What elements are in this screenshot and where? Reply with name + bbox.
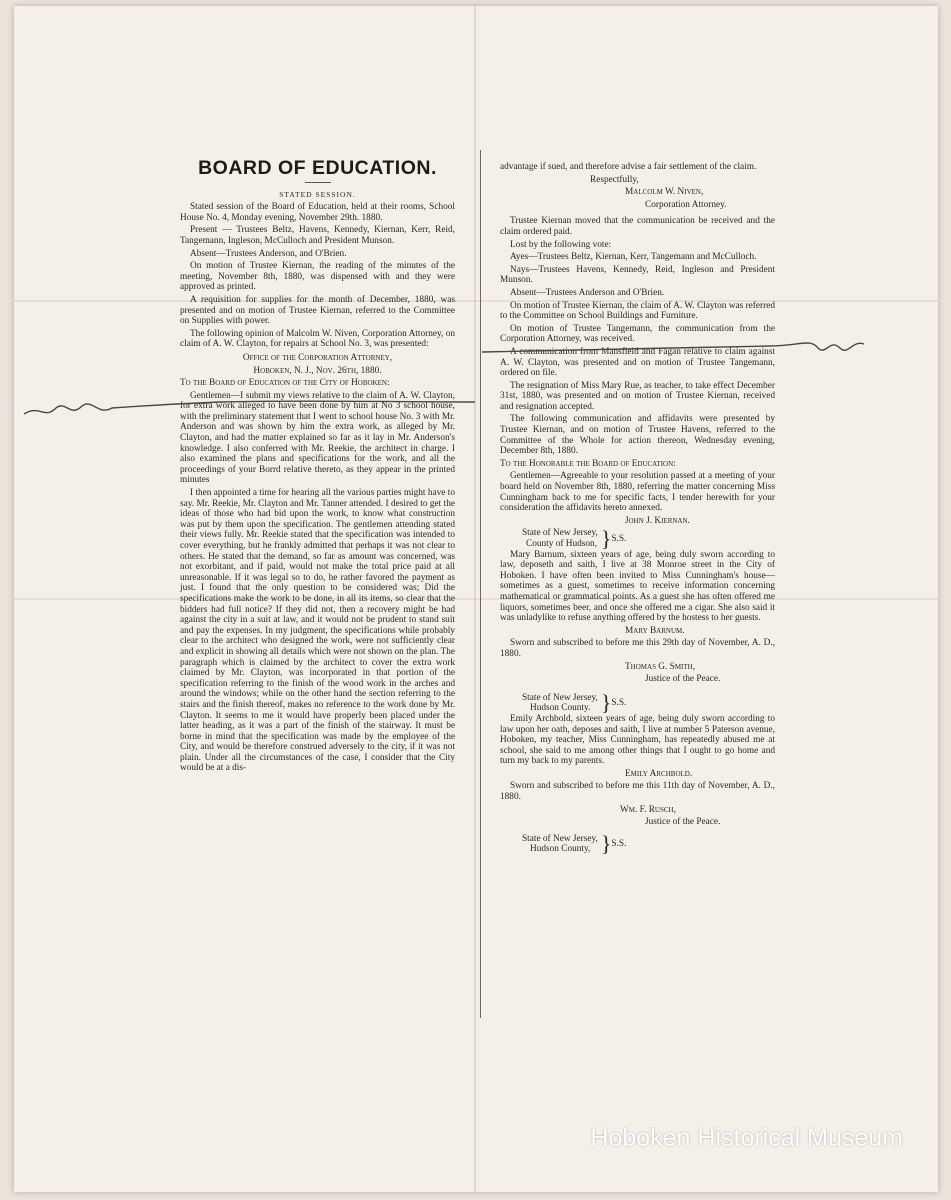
ss-label: S.S. bbox=[611, 839, 627, 850]
venue-line: State of New Jersey, bbox=[522, 692, 598, 703]
brace-glyph: } bbox=[600, 526, 612, 551]
paragraph: Sworn and subscribed to before me this 29th day of November, A. D., 1880. bbox=[500, 638, 775, 659]
left-column bbox=[180, 158, 455, 776]
pencil-line-mark bbox=[480, 334, 870, 364]
affidavit: Mary Barnum, sixteen years of age, being duly sworn according to law, deposeth and saith, I live at 38 Monroe street in the City of Hoboken. I have often been invited to Miss Cunningham's house—sometimes as a guest, sometimes to receive information concerning mathematical or grammatical points. As a guest she has often offered me liquors, sometimes beer, and once she offered me a cigar. She also said it was unladylike to refuse anything offered by the hostess to her guests. bbox=[500, 549, 775, 624]
affidavit: Emily Archbold, sixteen years of age, being duly sworn according to law upon her oath, deposes and saith, I live at number 5 Paterson avenue, Hoboken, my teacher, Miss Cunningham, has repeatedly abused me at school, she said to me among other things that I ought to go home and turn my back to my parents. bbox=[500, 713, 775, 767]
paragraph: Absent—Trustees Anderson and O'Brien. bbox=[510, 287, 665, 298]
signature-name: Mary Barnum. bbox=[625, 625, 685, 636]
paragraph: The resignation of Miss Mary Rue, as teacher, to take effect December 31st, 1880, was presented and on motion of Trustee Kiernan, received and resignation accepted. bbox=[500, 380, 775, 412]
venue-block bbox=[522, 690, 775, 716]
paragraph: On motion of Trustee Tangemann, the communication from the Corporation Attorney, was received. bbox=[500, 323, 775, 345]
signature-title: Corporation Attorney. bbox=[645, 199, 727, 210]
addressee: To the Board of Education of the City of Hoboken: bbox=[180, 378, 390, 389]
paragraph: The following communication and affidavits were presented by Trustee Kiernan, and on motion of Trustee Havens, referred to the Committee of the Whole for action thereon, Wednesday evening, December 8th, 1880. bbox=[500, 414, 775, 457]
paragraph: Lost by the following vote: bbox=[510, 239, 612, 250]
paragraph: A requisition for supplies for the month of December, 1880, was presented and on motion of Trustee Kiernan, referred to the Committee on Supplies with power. bbox=[180, 294, 455, 327]
paragraph: On motion of Trustee Kiernan, the claim of A. W. Clayton was referred to the Committee on School Buildings and Furniture. bbox=[500, 300, 775, 322]
letter-paragraph: I then appointed a time for hearing all the various parties might have to say. Mr. Reekie, Mr. Clayton and Mr. Tanner attended. I desired to get the ideas of those who had bid upon the work, to know what construction was put by them upon the specification. The gentlemen attending stated their views fully. Mr. Reekie stated that the specification was intended to cover everything, but he frankly admitted that perhaps it was not clear to others. He stated that the demand, so far as amount was concerned, was not exorbitant, and if paid, would not make the total price paid at all unreasonable. If it was legal so to do, he rather favored the payment as just. I found that the only question to be considered was; Did the specifications make the work to be done, in all its items, so clear that the bidders had full notice? If they did not, then a recovery might be had against the city in a suit at law, and it would not be prudent to stand suit and pay the expenses. In my judgment, the specifications while probably clear to the architect who designed the work, were not sufficiently clear and explicit in showing all details which were not shown on the plan. The paragraph which is claimed by the architect to cover the extra work claimed by Mr. Clayton, was incorporated in that portion of the specification referring to the finish of the wood work in the arches and around the windows; while on the other hand the section referring to the stairs and the finish thereof, makes no reference to the work done by Mr. Clayton. It seems to me it would have properly been placed under the latter heading, as it was a part of the finish of the stairway. It must be borne in mind that the specification was made by the employee of the City, and would be therefore construed adversely to the city, if it was not plain. Under all the circumstances of the case, I consider that the City would be at a dis- bbox=[180, 488, 455, 774]
office-heading: Office of the Corporation Attorney, bbox=[242, 352, 393, 363]
page-title: BOARD OF EDUCATION. bbox=[198, 157, 437, 179]
paragraph: Stated session of the Board of Education, held at their rooms, School House No. 4, Monday evening, November 29th. 1880. bbox=[180, 202, 455, 223]
venue-block bbox=[522, 831, 775, 857]
brace-glyph: } bbox=[600, 831, 612, 857]
paragraph: Trustee Kiernan moved that the communication be received and the claim ordered paid. bbox=[500, 216, 775, 237]
paragraph: Present — Trustees Beltz, Havens, Kennedy, Kiernan, Kerr, Reid, Tangemann, Ingleson, McCulloch and President Munson. bbox=[180, 225, 455, 246]
paragraph: Sworn and subscribed to before me this 11th day of November, A. D., 1880. bbox=[500, 781, 775, 803]
venue-line: County of Hudson, bbox=[526, 539, 598, 549]
ss-label: S.S. bbox=[611, 533, 627, 544]
signature-name: John J. Kiernan. bbox=[625, 515, 690, 526]
signature-title: Justice of the Peace. bbox=[645, 674, 721, 685]
signature-name: Malcolm W. Niven, bbox=[625, 187, 704, 198]
horizontal-fold-line bbox=[14, 300, 938, 302]
title-underline bbox=[305, 182, 331, 183]
column-rule bbox=[480, 150, 481, 1018]
horizontal-fold-line bbox=[14, 598, 938, 600]
addressee: To the Honorable the Board of Education: bbox=[500, 458, 676, 469]
paragraph: Ayes—Trustees Beltz, Kiernan, Kerr, Tangemann and McCulloch. bbox=[510, 252, 757, 263]
paragraph: A communication from Mansfield and Fagan relative to claim against A. W. Clayton, was presented and on motion of Trustee Tangemann, ordered on file. bbox=[500, 346, 775, 379]
paragraph: Gentlemen—Agreeable to your resolution passed at a meeting of your board held on November 8th, 1880, referring the matter concerning Miss Cunningham back to me for specific facts, I tender herewith for your consideration the affidavits hereto annexed. bbox=[500, 471, 775, 514]
venue-line: State of New Jersey, bbox=[522, 528, 598, 539]
signature-name: Emily Archbold. bbox=[625, 768, 693, 779]
venue-block bbox=[522, 528, 775, 549]
signature-name: Thomas G. Smith, bbox=[625, 661, 696, 672]
ss-label: S.S. bbox=[611, 698, 627, 709]
signature-title: Justice of the Peace. bbox=[645, 817, 721, 828]
museum-watermark: Hoboken Historical Museum bbox=[590, 1124, 903, 1152]
paragraph: advantage if sued, and therefore advise a fair settlement of the claim. bbox=[500, 162, 757, 172]
right-column bbox=[500, 162, 775, 855]
paragraph: Nays—Trustees Havens, Kennedy, Reid, Ingleson and President Munson. bbox=[500, 264, 775, 286]
brace-glyph: } bbox=[600, 690, 612, 716]
closing: Respectfully, bbox=[590, 174, 639, 185]
venue-line: State of New Jersey, bbox=[522, 833, 598, 844]
paragraph: The following opinion of Malcolm W. Niven, Corporation Attorney, on claim of A. W. Clayton, for repairs at School No. 3, was presented: bbox=[180, 328, 455, 350]
office-dateline: Hoboken, N. J., Nov. 26th, 1880. bbox=[253, 365, 382, 376]
venue-line: Hudson County, bbox=[530, 844, 591, 855]
letter-paragraph: Gentlemen—I submit my views relative to the claim of A. W. Clayton, for extra work alleged to have been done by him at No 3 school house, with the preliminary statement that I went to school house No. 3 with Mr. Anderson and was shown by him the extra work, as alleged by Mr. Clayton, and had the matter explained so far as it lay in Mr. Anderson's knowledge. I also conferred with Mr. Reekie, the architect in charge. I also examined the plans and specifications for the work, and all the proceedings of your Borrd relative thereto, as they appear in the printed minutes bbox=[180, 390, 455, 486]
paragraph: Absent—Trustees Anderson, and O'Brien. bbox=[190, 248, 347, 259]
venue-line: Hudson County. bbox=[530, 703, 591, 714]
signature-name: Wm. F. Rusch, bbox=[620, 804, 676, 815]
paragraph: On motion of Trustee Kiernan, the reading of the minutes of the meeting, November 8th, 1880, was dispensed with and they were approved as printed. bbox=[180, 261, 455, 293]
session-subtitle: STATED SESSION. bbox=[279, 189, 356, 199]
pencil-line-mark bbox=[20, 396, 480, 426]
